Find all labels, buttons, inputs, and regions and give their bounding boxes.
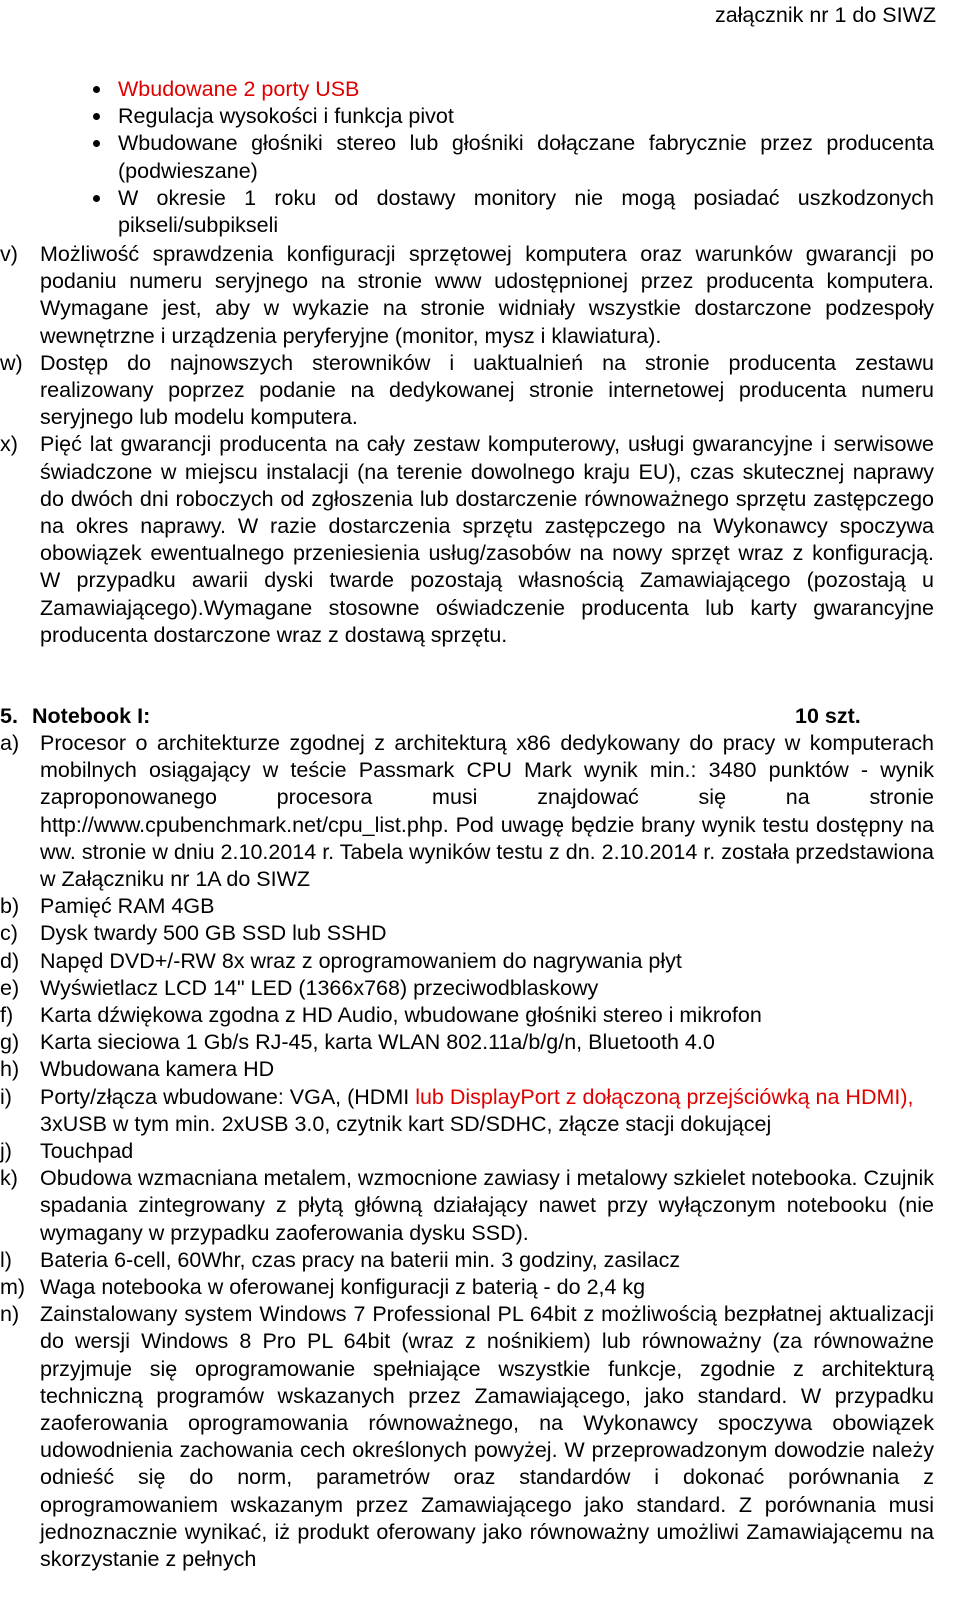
page-header: załącznik nr 1 do SIWZ xyxy=(714,3,936,27)
item-text: Procesor o architekturze zgodnej z architekturą x86 dedykowany do pracy w komputerach mobilnych osiągający w teście Passmark CPU Mark wynik min.: 3480 punktów - wynik zaproponowanego procesora musi znajdować się na stronie http://www.cpubenchmark.net/cpu_list.php. Pod uwagę będzie brany wynik testu dostępny na ww. stronie w dniu 2.10.2014 r. Tabela wyników testu z dn. 2.10.2014 r. została przedstawiona w Załączniku nr 1A do SIWZ xyxy=(40,731,934,892)
list-item xyxy=(0,1138,934,1165)
list-item xyxy=(0,1274,934,1301)
item-letter: e) xyxy=(0,975,20,1000)
item-text: Karta dźwiękowa zgodna z HD Audio, wbudowane głośniki stereo i mikrofon xyxy=(40,1003,762,1028)
item-text: Bateria 6-cell, 60Whr, czas pracy na baterii min. 3 godziny, zasilacz xyxy=(40,1247,681,1272)
list-item xyxy=(0,975,934,1002)
item-text: Możliwość sprawdzenia konfiguracji sprzętowej komputera oraz warunków gwarancji po podaniu numeru seryjnego na stronie www udostępnionej przez producenta komputera. Wymagane jest, aby w wykazie na stronie widniały wszystkie dostarczone podzespoły wewnętrzne i urządzenia peryferyjne (monitor, mysz i klawiatura). xyxy=(40,242,934,348)
item-letter: f) xyxy=(0,1003,14,1028)
item-text: Napęd DVD+/-RW 8x wraz z oprogramowaniem do nagrywania płyt xyxy=(40,948,682,973)
list-item xyxy=(0,1247,934,1274)
item-text: Pamięć RAM 4GB xyxy=(40,894,215,919)
item-text: Touchpad xyxy=(40,1139,134,1164)
item-letter: j) xyxy=(0,1139,12,1164)
notebook-spec-list xyxy=(0,730,960,1573)
item-letter: x) xyxy=(0,432,18,457)
section-heading xyxy=(0,703,870,730)
bullet-list xyxy=(118,76,934,239)
section-title: Notebook I: xyxy=(32,704,151,728)
list-item xyxy=(0,241,934,350)
list-item xyxy=(0,948,934,975)
item-text: Wyświetlacz LCD 14" LED (1366x768) przeciwodblaskowy xyxy=(40,975,599,1000)
item-text: Zainstalowany system Windows 7 Professional PL 64bit z możliwością bezpłatnej aktualizacji do wersji Windows 8 Pro PL 64bit (wraz z nośnikiem) lub równoważny (za równoważne przyjmuje się oprogramowanie spełniające wszystkie funkcje, zgodnie z architekturą techniczną programów wskazanych przez Zamawiającego, jako standard. W przypadku zaoferowania oprogramowania równoważnego, na Wykonawcy spoczywa obowiązek udowodnienia zachowania cech określonych powyżej. W przeprowadzonym dowodzie należy odnieść się do norm, parametrów oraz standardów i dokonać porównania z oprogramowaniem wskazanym przez Zamawiającego jako standard. Z porównania musi jednoznacznie wynikać, iż produkt oferowany jako równoważny umożliwi Zamawiającemu na skorzystanie z pełnych xyxy=(40,1302,934,1572)
list-item xyxy=(0,350,934,432)
bullet-item: Wbudowane 2 porty USB xyxy=(118,76,934,103)
section-quantity: 10 szt. xyxy=(795,704,861,728)
item-text: Karta sieciowa 1 Gb/s RJ-45, karta WLAN 802.11a/b/g/n, Bluetooth 4.0 xyxy=(40,1030,715,1055)
list-item xyxy=(0,1056,934,1083)
list-item xyxy=(0,730,934,893)
item-letter: h) xyxy=(0,1057,20,1082)
item-text: Pięć lat gwarancji producenta na cały zestaw komputerowy, usługi gwarancyjne i serwisowe świadczone w miejscu instalacji (na terenie dowolnego kraju EU), czas skutecznej naprawy do dwóch dni roboczych od zgłoszenia lub dostarczenie równoważnego sprzętu zastępczego na okres naprawy. W razie dostarczenia sprzętu zastępczego na Wykonawcy spoczywa obowiązek ewentualnego przeniesienia usług/zasobów na nowy sprzęt wraz z konfiguracją. W przypadku awarii dyski twarde pozostają własnością Zamawiającego (pozostają u Zamawiającego).Wymagane stosowne oświadczenie producenta lub karty gwarancyjne producenta dostarczone wraz z dostawą sprzętu. xyxy=(40,432,934,647)
item-letter: v) xyxy=(0,242,18,266)
item-letter: b) xyxy=(0,894,20,919)
list-item xyxy=(0,1165,934,1247)
requirements-list xyxy=(0,241,960,649)
item-letter: k) xyxy=(0,1166,18,1191)
item-letter: g) xyxy=(0,1030,20,1055)
bullet-item: Regulacja wysokości i funkcja pivot xyxy=(118,103,934,130)
section-number: 5. xyxy=(0,704,18,728)
item-letter: n) xyxy=(0,1302,20,1327)
list-item xyxy=(0,1002,934,1029)
item-text xyxy=(40,1084,934,1138)
item-letter: a) xyxy=(0,731,20,755)
item-letter: l) xyxy=(0,1247,12,1272)
item-text: Dysk twardy 500 GB SSD lub SSHD xyxy=(40,921,387,946)
list-item xyxy=(0,1084,934,1138)
bullet-item: Wbudowane głośniki stereo lub głośniki dołączane fabrycznie przez producenta (podwieszane) xyxy=(118,130,934,184)
list-item xyxy=(0,893,934,920)
item-letter: w) xyxy=(0,350,23,375)
item-text: Waga notebooka w oferowanej konfiguracji z baterią - do 2,4 kg xyxy=(40,1275,646,1300)
list-item xyxy=(0,1029,934,1056)
list-item xyxy=(0,920,934,947)
bullet-item: W okresie 1 roku od dostawy monitory nie mogą posiadać uszkodzonych pikseli/subpikseli xyxy=(118,185,934,239)
item-text-part: 3xUSB w tym min. 2xUSB 3.0, czytnik kart SD/SDHC, złącze stacji dokującej xyxy=(40,1111,772,1136)
list-item xyxy=(0,1301,934,1573)
item-text-highlight: lub DisplayPort z dołączoną przejściówką na HDMI), xyxy=(415,1084,914,1109)
item-letter: c) xyxy=(0,921,18,946)
item-text: Obudowa wzmacniana metalem, wzmocnione zawiasy i metalowy szkielet notebooka. Czujnik spadania zintegrowany z płytą główną działający nawet przy wyłączonym notebooku (nie wymagany w przypadku zaoferowania dysku SSD). xyxy=(40,1166,934,1245)
list-item xyxy=(0,431,934,649)
item-text-part: Porty/złącza wbudowane: VGA, (HDMI xyxy=(40,1084,416,1109)
item-letter: i) xyxy=(0,1084,12,1109)
item-letter: m) xyxy=(0,1275,26,1300)
item-letter: d) xyxy=(0,948,20,973)
item-text: Wbudowana kamera HD xyxy=(40,1057,275,1082)
item-text: Dostęp do najnowszych sterowników i uaktualnień na stronie producenta zestawu realizowany poprzez podanie na dedykowanej stronie internetowej producenta numeru seryjnego lub modelu komputera. xyxy=(40,350,934,430)
